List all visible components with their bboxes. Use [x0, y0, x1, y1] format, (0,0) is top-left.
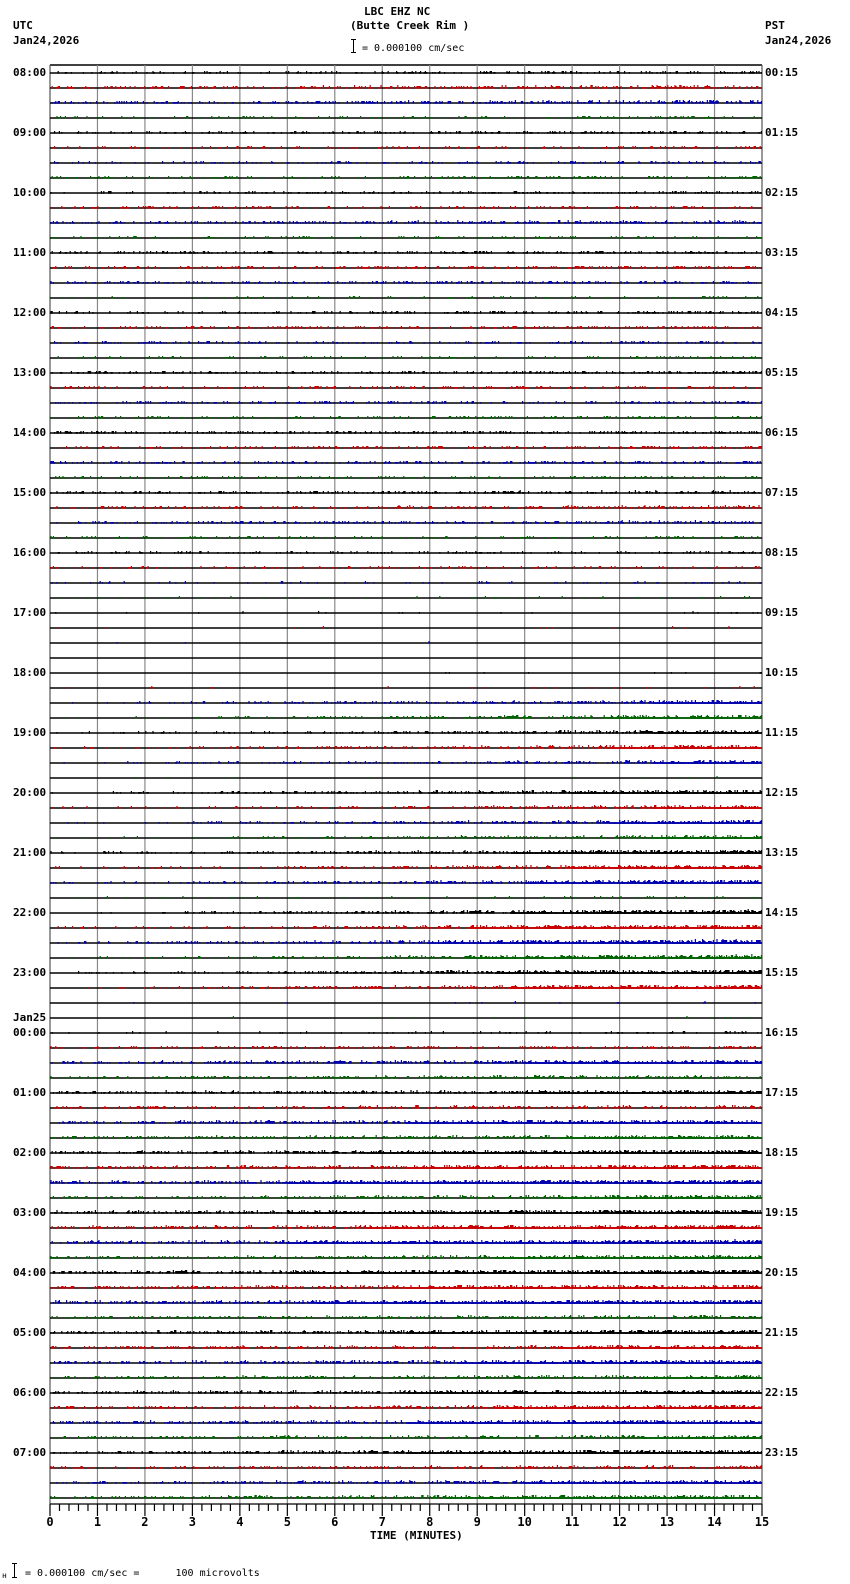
x-axis-ticks: [50, 1504, 762, 1516]
trace-line: [50, 1420, 762, 1424]
pst-hour-label: 19:15: [765, 1206, 799, 1219]
trace-line: [50, 1495, 762, 1499]
utc-hour-label: 20:00: [13, 786, 47, 799]
pst-hour-label: 02:15: [765, 186, 799, 199]
trace-line: [50, 805, 762, 809]
pst-hour-label: 20:15: [765, 1266, 799, 1279]
trace-line: [50, 1239, 762, 1244]
trace-line: [50, 401, 762, 404]
trace-line: [50, 431, 762, 434]
x-tick-label: 2: [141, 1515, 149, 1529]
trace-line: [50, 1060, 762, 1064]
utc-hour-label: 12:00: [13, 306, 47, 319]
trace-line: [50, 446, 762, 449]
trace-line: [50, 1075, 762, 1079]
station-code: LBC EHZ NC: [364, 5, 431, 18]
trace-line: [50, 1225, 762, 1229]
right-date: Jan24,2026: [765, 34, 832, 47]
trace-line: [50, 970, 762, 974]
x-tick-label: 1: [93, 1515, 102, 1529]
pst-hour-label: 11:15: [765, 726, 799, 739]
trace-line: [50, 536, 762, 539]
utc-hour-label: 16:00: [13, 546, 47, 559]
trace-line: [50, 596, 762, 599]
x-tick-label: 15: [754, 1515, 770, 1529]
x-tick-label: 6: [331, 1515, 339, 1529]
footer-scale-bar-icon: [12, 1563, 17, 1578]
utc-hour-label: 21:00: [13, 846, 47, 859]
trace-line: [50, 626, 762, 629]
trace-line: [50, 1315, 762, 1319]
trace-line: [50, 356, 762, 359]
pst-hour-label: 08:15: [765, 546, 799, 559]
trace-line: [50, 611, 762, 614]
pst-hour-label: 03:15: [765, 246, 799, 259]
trace-line: [50, 835, 762, 839]
pst-hour-label: 07:15: [765, 486, 799, 499]
pst-hour-label: 15:15: [765, 966, 799, 979]
pst-hour-label: 16:15: [765, 1026, 799, 1039]
pst-hour-label: 23:15: [765, 1446, 799, 1459]
utc-hour-label: 18:00: [13, 666, 47, 679]
trace-line: [50, 925, 762, 929]
utc-hour-label: 19:00: [13, 726, 47, 739]
trace-line: [50, 865, 762, 869]
x-tick-label: 9: [473, 1515, 481, 1529]
scale-label: = 0.000100 cm/sec: [362, 43, 465, 54]
utc-hour-label: 22:00: [13, 906, 47, 919]
utc-hour-label: 02:00: [13, 1146, 47, 1159]
trace-line: [50, 191, 762, 194]
trace-line: [50, 896, 762, 899]
trace-line: [50, 100, 762, 104]
utc-hour-label: 04:00: [13, 1266, 47, 1279]
trace-line: [50, 1450, 762, 1454]
x-tick-label: 11: [564, 1515, 580, 1529]
utc-hour-label: 09:00: [13, 126, 47, 139]
trace-line: [50, 850, 762, 854]
date-change-label: Jan25: [13, 1011, 47, 1024]
trace-line: [50, 341, 762, 344]
trace-line: [50, 266, 762, 269]
trace-line: [50, 505, 762, 509]
trace-line: [50, 1180, 762, 1184]
trace-line: [50, 1120, 762, 1124]
trace-line: [50, 1285, 762, 1289]
pst-hour-label: 00:15: [765, 66, 799, 79]
trace-line: [50, 146, 762, 149]
pst-hour-label: 01:15: [765, 126, 799, 139]
trace-line: [50, 85, 762, 89]
trace-line: [50, 476, 762, 479]
utc-hour-label: 01:00: [13, 1086, 47, 1099]
x-tick-label: 13: [659, 1515, 675, 1529]
footer-prefix: н: [2, 1571, 7, 1580]
trace-line: [50, 1016, 762, 1019]
trace-line: [50, 1090, 762, 1094]
trace-line: [50, 1435, 762, 1439]
pst-hour-label: 05:15: [765, 366, 799, 379]
trace-line: [50, 251, 762, 254]
trace-line: [50, 939, 762, 944]
trace-line: [50, 116, 762, 119]
trace-line: [50, 326, 762, 329]
trace-line: [50, 880, 762, 884]
trace-line: [50, 371, 762, 374]
utc-hour-label: 14:00: [13, 426, 47, 439]
trace-line: [50, 520, 762, 524]
trace-line: [50, 1105, 762, 1109]
utc-hour-label: 06:00: [13, 1386, 47, 1399]
trace-line: [50, 161, 762, 164]
trace-line: [50, 1300, 762, 1304]
x-tick-label: 14: [707, 1515, 722, 1529]
utc-hour-label: 13:00: [13, 366, 47, 379]
trace-line: [50, 416, 762, 419]
trace-line: [50, 1345, 762, 1349]
pst-hour-label: 09:15: [765, 606, 799, 619]
x-tick-label: 7: [378, 1515, 386, 1529]
x-tick-label: 4: [236, 1515, 244, 1529]
trace-line: [50, 820, 762, 824]
right-timezone: PST: [765, 19, 785, 32]
utc-hour-label: 23:00: [13, 966, 47, 979]
trace-line: [50, 1360, 762, 1364]
trace-line: [50, 236, 762, 239]
pst-hour-label: 13:15: [765, 846, 799, 859]
x-tick-label: 3: [188, 1515, 197, 1529]
trace-line: [50, 1046, 762, 1049]
trace-line: [50, 490, 762, 494]
trace-line: [50, 1150, 762, 1154]
x-axis-title: TIME (MINUTES): [370, 1529, 463, 1542]
trace-line: [50, 551, 762, 554]
pst-hour-label: 04:15: [765, 306, 799, 319]
utc-hour-label: 08:00: [13, 66, 47, 79]
seismic-traces: [50, 71, 762, 1499]
trace-line: [50, 131, 762, 134]
trace-line: [50, 909, 762, 914]
trace-line: [50, 386, 762, 389]
trace-line: [50, 1031, 762, 1034]
x-tick-label: 8: [426, 1515, 434, 1529]
pst-hour-label: 22:15: [765, 1386, 799, 1399]
trace-line: [50, 1270, 762, 1274]
pst-hour-label: 12:15: [765, 786, 799, 799]
utc-hour-label: 05:00: [13, 1326, 47, 1339]
x-tick-label: 0: [46, 1515, 54, 1529]
trace-line: [50, 745, 762, 749]
trace-line: [50, 1330, 762, 1334]
pst-hour-label: 17:15: [765, 1086, 799, 1099]
utc-hour-label: 00:00: [13, 1026, 47, 1039]
left-date: Jan24,2026: [13, 34, 80, 47]
x-tick-label: 12: [612, 1515, 627, 1529]
x-tick-label: 10: [517, 1515, 532, 1529]
trace-line: [50, 1165, 762, 1169]
trace-line: [50, 1001, 762, 1004]
left-timezone: UTC: [13, 19, 33, 32]
pst-hour-label: 10:15: [765, 666, 799, 679]
trace-line: [50, 686, 762, 689]
trace-line: [50, 985, 762, 989]
trace-line: [50, 790, 762, 794]
trace-line: [50, 220, 762, 224]
x-tick-label: 5: [283, 1515, 291, 1529]
trace-line: [50, 700, 762, 704]
trace-line: [50, 71, 762, 74]
trace-line: [50, 1135, 762, 1139]
utc-hour-label: 15:00: [13, 486, 47, 499]
trace-line: [50, 776, 762, 779]
trace-line: [50, 280, 762, 284]
trace-line: [50, 1390, 762, 1394]
pst-hour-label: 21:15: [765, 1326, 799, 1339]
pst-hour-label: 06:15: [765, 426, 799, 439]
utc-hour-label: 07:00: [13, 1446, 47, 1459]
trace-line: [50, 566, 762, 569]
trace-line: [50, 760, 762, 764]
trace-line: [50, 1255, 762, 1259]
trace-line: [50, 1195, 762, 1199]
utc-hour-label: 03:00: [13, 1206, 47, 1219]
trace-line: [50, 206, 762, 209]
utc-hour-label: 17:00: [13, 606, 47, 619]
utc-hour-label: 10:00: [13, 186, 47, 199]
trace-line: [50, 581, 762, 584]
trace-line: [50, 715, 762, 719]
trace-line: [50, 1210, 762, 1214]
trace-line: [50, 1375, 762, 1379]
trace-line: [50, 461, 762, 464]
pst-hour-label: 14:15: [765, 906, 799, 919]
trace-line: [50, 176, 762, 179]
trace-line: [50, 296, 762, 299]
footer-scale-label: = 0.000100 cm/sec = 100 microvolts: [25, 1568, 260, 1579]
trace-line: [50, 641, 762, 644]
trace-line: [50, 954, 762, 959]
pst-hour-label: 18:15: [765, 1146, 799, 1159]
trace-line: [50, 672, 762, 674]
station-name: (Butte Creek Rim ): [350, 19, 470, 32]
trace-line: [50, 1465, 762, 1469]
trace-line: [50, 1405, 762, 1409]
utc-hour-label: 11:00: [13, 246, 47, 259]
trace-line: [50, 730, 762, 734]
trace-line: [50, 1480, 762, 1484]
trace-line: [50, 311, 762, 314]
